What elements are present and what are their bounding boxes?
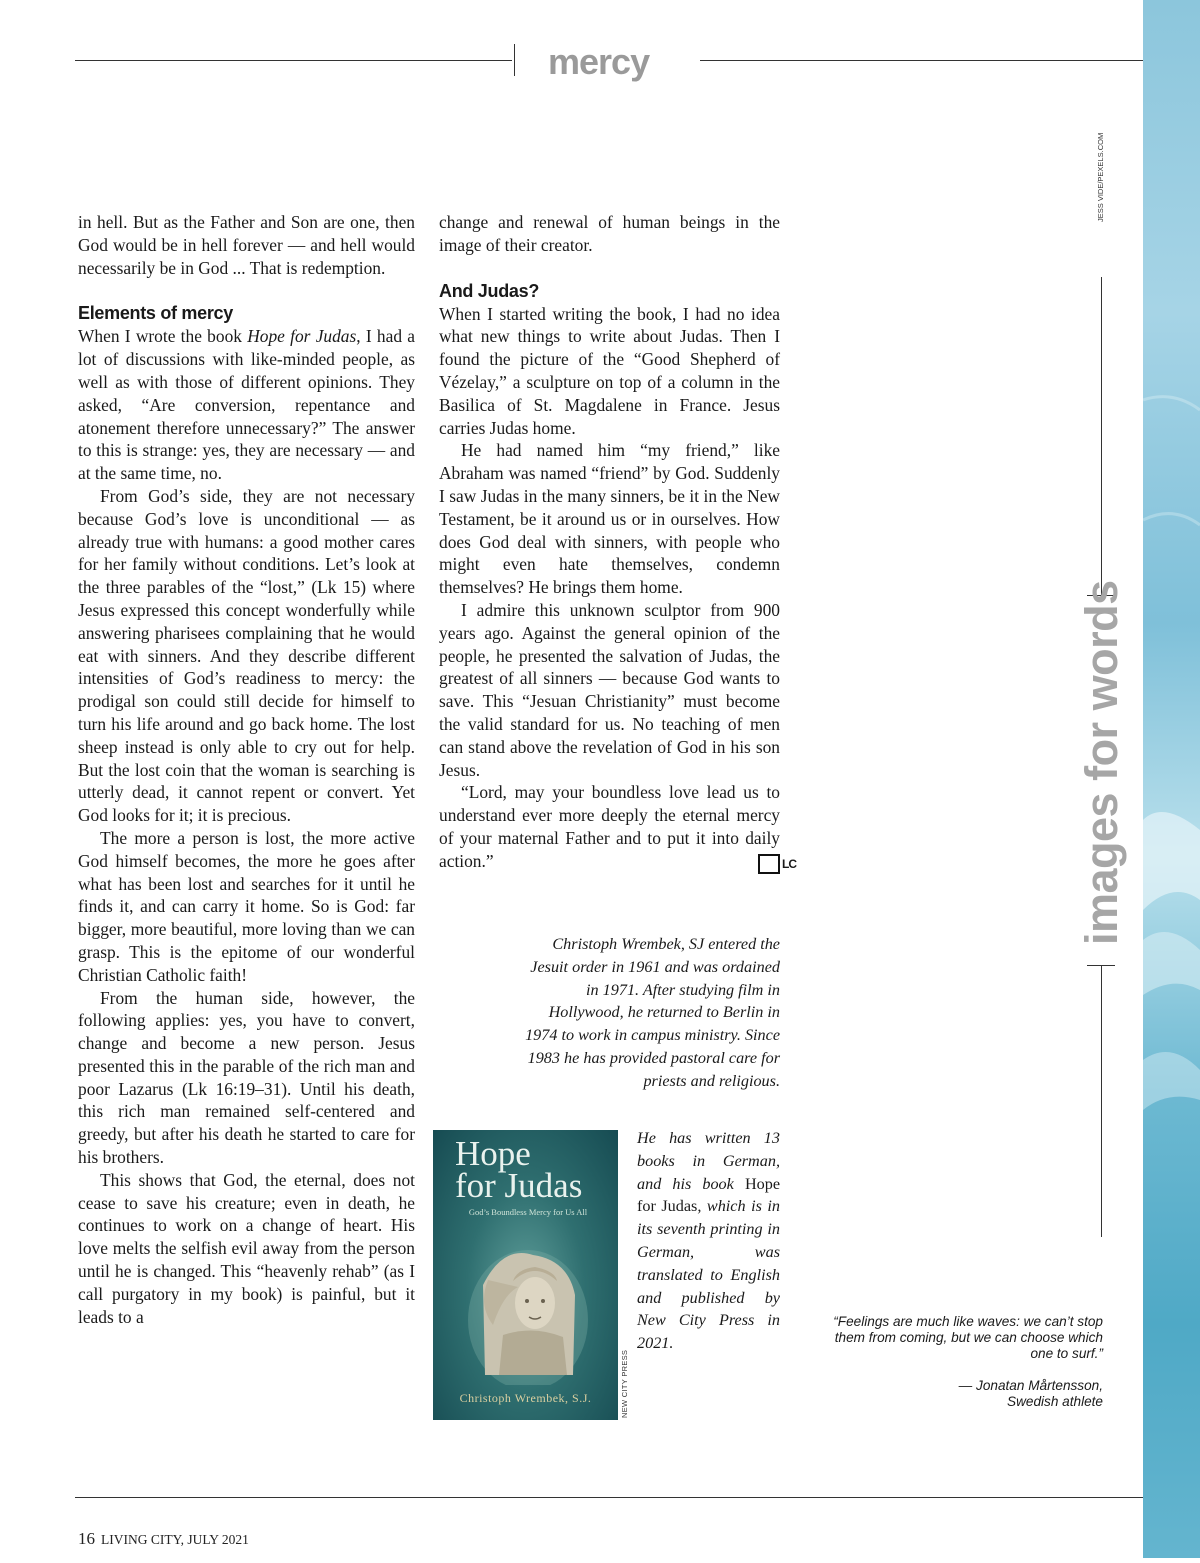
paragraph: The more a person is lost, the more active God himself becomes, the more he goes after what has been lost and searches for it until he finds it, and can carry it home. So is God: far bigger, more beautiful, more loving than we can grasp. This is the epitome of our wonderful Christian Catholic faith! [78, 827, 415, 985]
book-cover-credit: NEW CITY PRESS [620, 1349, 629, 1418]
end-mark-logo: LC [758, 854, 780, 874]
paragraph: This shows that God, the eternal, does not cease to save his creature; even in death, he continues to work on a change of heart. His love melts the selfish evil away from the person until he is changed. This “heavenly rehab” (as I call purgatory in my book) is painful, but it leads to a [78, 1169, 415, 1327]
quote-attribution [850, 1378, 1103, 1410]
book-cover-author: Christoph Wrembek, S.J. [459, 1391, 592, 1405]
pull-quote: “Feelings are much like waves: we can’t stop them from coming, but we can choose which one to surf.” [833, 1314, 1103, 1361]
book-cover-subtitle: God’s Boundless Mercy for Us All [468, 1207, 588, 1217]
subheading-elements-of-mercy: Elements of mercy [78, 303, 233, 324]
page-footer [78, 1529, 249, 1549]
author-bio: Christoph Wrembek, SJ entered the Jesuit order in 1961 and was ordained in 1971. After studying film in Hollywood, he returned to Berlin in 1974 to work in campus ministry. Since 1983 he has provided pastoral care for priests and religious. [525, 935, 780, 1090]
paragraph: I admire this unknown sculptor from 900 years ago. Against the general opinion of the people, he presented the salvation of Judas, the greatest of all sinners — because God wants to save. This “Jesuan Christianity” must become the valid standard for us. No teaching of men can stand above the revelation of God in his son Jesus. [439, 599, 780, 780]
sculpture-image [463, 1225, 593, 1385]
book-cover-title [455, 1134, 615, 1205]
book-cover-title-line: Hope [455, 1134, 531, 1173]
column-name: images for words [1076, 580, 1127, 945]
wave-texture [1143, 0, 1200, 1558]
book-cover-image [433, 1130, 618, 1420]
paragraph [78, 325, 415, 485]
photo-credit: JESS VIDE/PEXELS.COM [1096, 132, 1105, 222]
article-left-column [78, 211, 415, 1328]
quote-attribution-line: Swedish athlete [1007, 1394, 1103, 1409]
paragraph: From God’s side, they are not necessary because God’s love is unconditional — as already true with humans: a good mother cares for her family without conditions. Let’s look at the three parables of the “lost,” (Lk 15) where Jesus expressed this concept wonderfully while answering pharisees complaining that he would eat with sinners. And they describe different intensities of God’s readiness to mercy: the prodigal son could still decide for himself to turn his life around and go back home. The lost sheep instead is only able to cry out for help. But the lost coin that the woman is searching is utterly dead, it cannot repent or convert. Yet God looks for it; it is precious. [78, 485, 415, 826]
book-title-roman: Hope for Judas [637, 1174, 780, 1216]
article-right-column [439, 211, 796, 874]
page-number: 16 [78, 1529, 95, 1548]
header-rule-right [700, 60, 1143, 61]
text: He has written 13 books in German, and his book [637, 1129, 780, 1193]
footer-rule [75, 1497, 1143, 1498]
text: When I wrote the book [78, 326, 248, 347]
subheading-and-judas: And Judas? [439, 280, 540, 301]
header-rule-left [75, 60, 512, 61]
header-divider [514, 44, 515, 76]
paragraph: change and renewal of human beings in the image of their creator. [439, 212, 780, 255]
section-title: mercy [548, 41, 650, 82]
paragraph: in hell. But as the Father and Son are one, then God would be in hell forever — and hell would necessarily be in God ... That is redemption. [78, 212, 415, 278]
paragraph: From the human side, however, the following applies: yes, you have to convert, change and become a new person. Jesus presented this in the parable of the rich man and poor Lazarus (Lk 16:19–31). Until his death, this rich man remained self-centered and greedy, but after his death he started to care for his brothers. [78, 987, 415, 1168]
paragraph [439, 781, 796, 872]
sidebar-rule-top [1101, 277, 1102, 595]
author-bio-continued [637, 1127, 780, 1355]
text: , I had a lot of discussions with like-minded people, as well as with those of different opinions. They asked, “Are conversion, repentance and atonement therefore unnecessary?” The answer to this is strange: yes, they are necessary — and at the same time, no. [78, 326, 415, 484]
text: , which is in its seventh printing in German, was translated to English and published by New City Press in 2021. [637, 1197, 780, 1353]
quote-attribution-line: — Jonatan Mårtensson, [958, 1378, 1103, 1393]
book-title-italic: Hope for Judas [247, 326, 357, 347]
sidebar-rule-bottom [1101, 965, 1102, 1237]
text: “Lord, may your boundless love lead us to understand ever more deeply the eternal mercy of your maternal Father and to put it into daily action.” [439, 782, 780, 871]
book-cover-title-line: for Judas [455, 1166, 583, 1205]
paragraph: He had named him “my friend,” like Abraham was named “friend” by God. Suddenly I saw Judas in the many sinners, be it in the New Testament, be it around us or in ourselves. How does God deal with sinners, with people who might even hate themselves, condemn themselves? He brings them home. [439, 440, 780, 598]
paragraph: When I started writing the book, I had no idea what new things to write about Judas. Then I found the picture of the “Good Shepherd of Vézelay,” a sculpture on top of a column in the Basilica of St. Magdalene in France. Jesus carries Judas home. [439, 303, 780, 438]
ocean-photo-strip [1143, 0, 1200, 1558]
publication-name: LIVING CITY, JULY 2021 [101, 1532, 249, 1547]
